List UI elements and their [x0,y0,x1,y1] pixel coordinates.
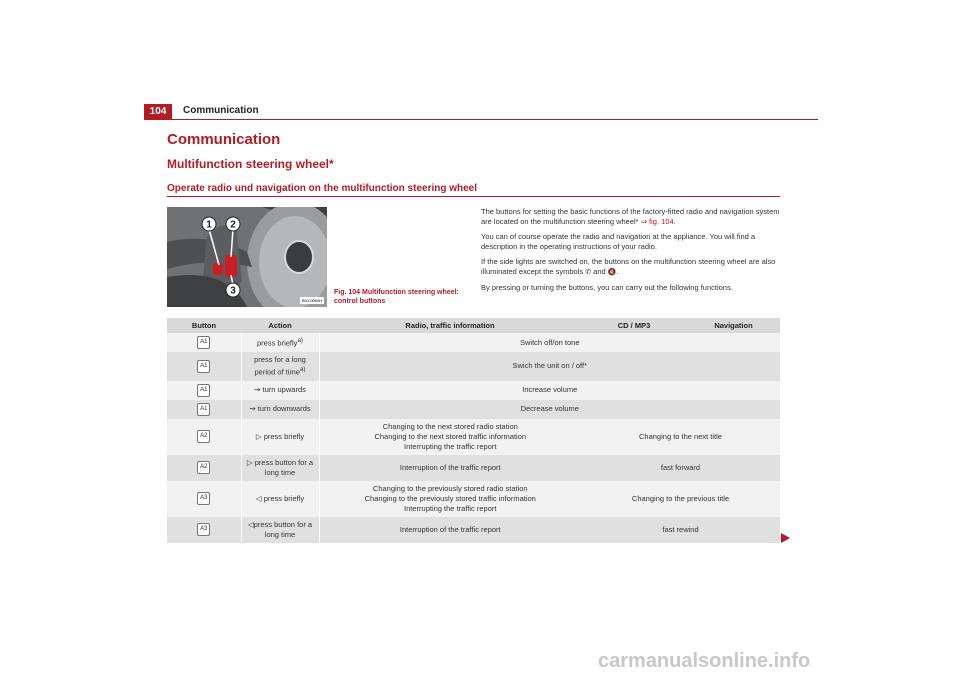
subsection-heading: Operate radio und navigation on the multifunction steering wheel [167,183,478,194]
button-badge: A2 [197,461,210,474]
header-cd: CD / MP3 [581,318,687,333]
page-number: 104 [144,104,172,119]
steering-wheel-illustration [167,207,327,307]
controls-table [167,318,780,543]
table-row: A3 ◁press button for a long time Interruption of the traffic report fast rewind [167,517,780,543]
chapter-heading: Communication [167,131,281,148]
table-row: A2 ▷ press briefly Changing to the next stored radio station Changing to the next stored traffic information Interrupting the traffic report Changing to the next title [167,419,780,455]
paragraph-appliance: You can of course operate the radio and navigation at the appliance. You will find a description in the operating instructions of your radio. [481,232,756,251]
previous-arrow-icon: ◁ [247,519,254,529]
mute-icon: 🔇 [607,269,617,276]
header-action: Action [241,318,319,333]
table-row: A3 ◁ press briefly Changing to the previously stored radio station Changing to the previously stored traffic information Interrupting the traffic report Changing to the previous title [167,481,780,517]
button-badge: A2 [197,430,210,443]
header-button: Button [167,318,241,333]
next-arrow-icon: ▷ [246,457,253,467]
figure-marker-label: 2 [230,219,236,231]
paragraph-intro: The buttons for setting the basic functions of the factory-fitted radio and navigation system are located on the multifunction steering wheel* ⇒ fig. 104. [481,207,780,226]
figure-marker-label: 3 [230,285,236,297]
next-arrow-icon: ▷ [255,431,262,441]
previous-arrow-icon: ◁ [255,493,262,503]
table-row: A1 ⇝ turn upwards Increase volume [167,381,780,400]
paragraph-functions: By pressing or turning the buttons, you can carry out the following functions. [481,283,733,292]
header-section-title: Communication [183,105,259,116]
table-row: A1 ⇝ turn downwards Decrease volume [167,400,780,419]
subsection-rule [167,196,780,197]
table-row: A1 press for a long period of time$^{a)}$ Swich the unit on / off* [167,352,780,381]
figure-code: B5J-0060H [301,298,322,303]
table-row: A1 press briefly$^{a)}$ Switch off/on tone [167,333,780,352]
section-heading: Multifunction steering wheel* [167,157,334,171]
watermark: carmanualsonline.info [598,650,811,672]
table-row: A2 ▷ press button for a long time Interruption of the traffic report fast forward [167,455,780,481]
button-badge: A3 [197,492,210,505]
turn-down-icon: ⇝ [249,404,256,413]
button-badge: A1 [197,336,210,349]
next-page-arrow-icon[interactable] [781,533,790,543]
paragraph-illumination: If the side lights are switched on, the buttons on the multifunction steering wheel are also illuminated except the symbols ✆ and 🔇. [481,257,776,276]
button-badge: A1 [197,384,210,397]
figure-reference-link[interactable]: ⇒ fig. 104 [640,217,674,226]
header-rule [144,119,818,120]
button-badge: A1 [197,403,210,416]
header-navigation: Navigation [687,318,780,333]
button-badge: A3 [197,523,210,536]
figure-marker-label: 1 [206,219,212,231]
button-badge: A1 [197,360,210,373]
steering-wheel-figure [167,207,327,307]
body-text [481,207,781,298]
turn-up-icon: ⇝ [254,385,261,394]
phone-icon: ✆ [585,269,592,276]
table-header-row [167,318,780,333]
header-radio: Radio, traffic information [319,318,581,333]
figure-caption: Fig. 104 Multifunction steering wheel: control buttons [334,289,459,305]
